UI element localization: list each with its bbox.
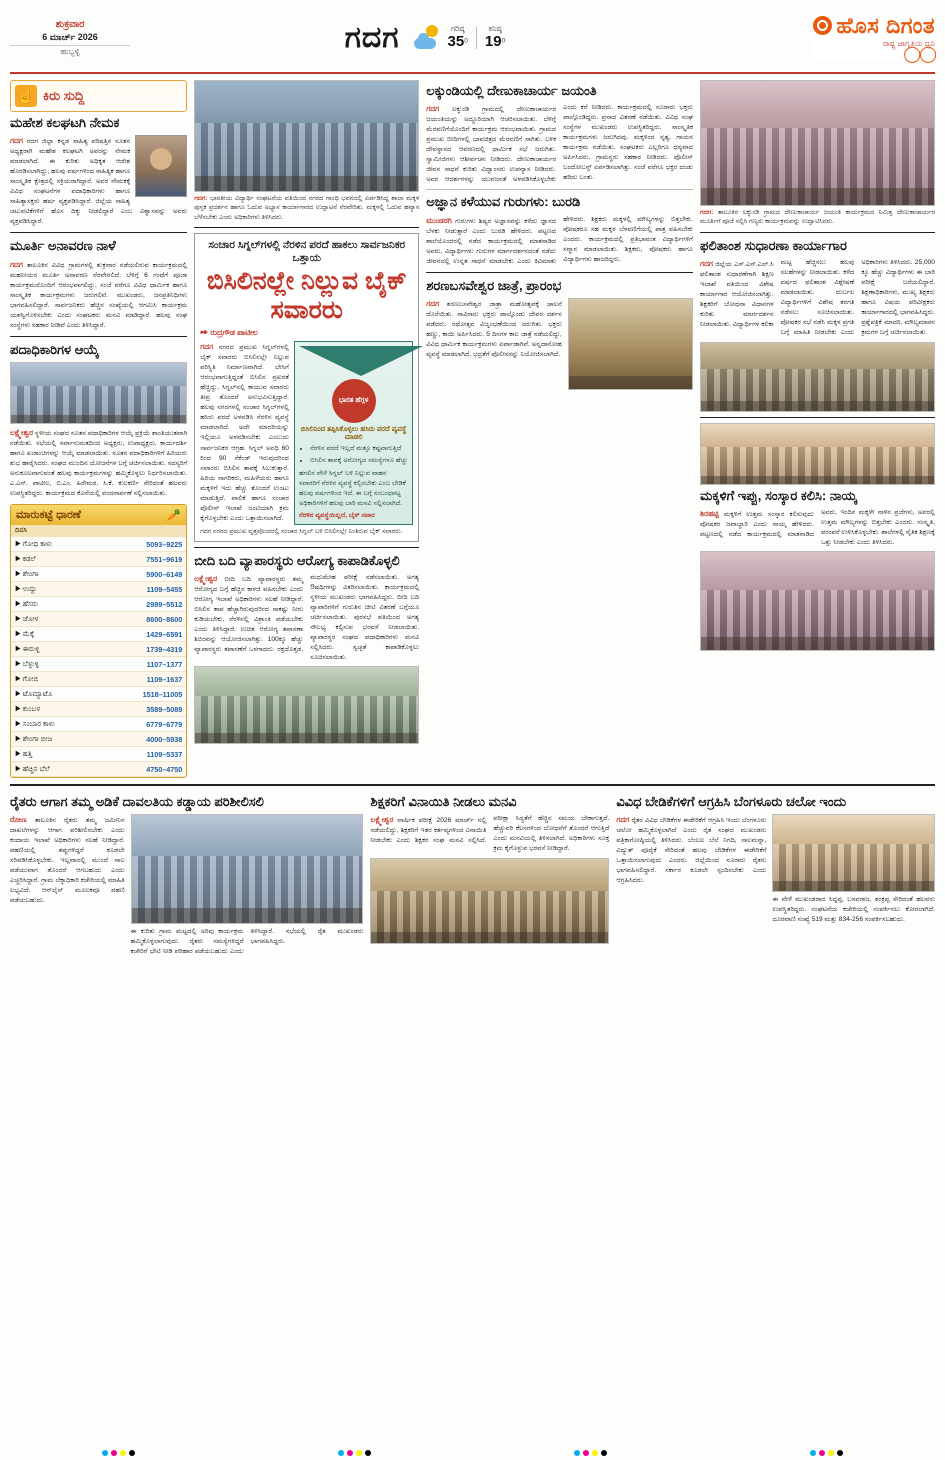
brand-tagline: ರಾಷ್ಟ್ರ ಜಾಗೃತಿಯ ಧ್ವನಿ xyxy=(882,38,935,48)
table-row xyxy=(11,582,186,597)
table-row xyxy=(11,702,186,717)
award-ceremony-photo-top xyxy=(700,423,935,485)
list-item: • ನೆರಳಿನ ಪರದೆ ಇಲ್ಲದೆ ಮತ್ತೂ ಕಷ್ಟವಾಗುತ್ತಿದೆ xyxy=(310,444,408,454)
story3-headline: ಪದಾಧಿಕಾರಿಗಳ ಆಯ್ಕೆ xyxy=(10,341,99,357)
committee-photo xyxy=(10,362,187,424)
market-rate: 7551–9619 xyxy=(99,552,186,567)
market-item: ▶ ಶೇಂಗಾ xyxy=(11,567,99,582)
function-photo-caption: ಗದಗ: ತಾಲೂಕಿನ ಲಕ್ಕುಂಡಿ ಗ್ರಾಮದ ದೇಣುಕಾಚಾರ್ಯ ಜಯಂತಿ ಕಾರ್ಯಕ್ರಮದ ನಿಮಿತ್ತ ದೇಣುಕಾಚಾರ್ಯರ ಮೂರ್ತಿಗೆ ಪೂಜೆ ಸಲ್ಲಿಸಿ ಗಣ್ಯರು ಕಾರ್ಯಕ್ರಮವನ್ನು ಉದ್ಘಾಟಿಸಿದರು. xyxy=(700,209,935,226)
table-row xyxy=(11,612,186,627)
edition-block xyxy=(130,21,720,55)
kiru-body: ಗದಗ ಗದಗ ಜಿಲ್ಲಾ ಕನ್ನಡ ಸಾಹಿತ್ಯ ಪರಿಷತ್ತಿನ ನೂತನ ಅಧ್ಯಕ್ಷರಾಗಿ ಮಹೇಶ ಕಲಘಟಗಿ ಅವರನ್ನು ನೇಮಕ ಮಾಡಲಾಗಿದೆ. ಈ ಕುರಿತು ಅಧಿಕೃತ ಆದೇಶ ಹೊರಡಿಸಲಾಗಿದ್ದು, ಹಲವು ವರ್ಷಗಳಿಂದ ಸಾಹಿತ್ಯಿಕ ಹಾಗೂ ಸಾಂಸ್ಕೃತಿಕ ಕ್ಷೇತ್ರದಲ್ಲಿ ಸಕ್ರಿಯರಾಗಿದ್ದಾರೆ. ಅವರ ನೇಮಕಕ್ಕೆ ವಿವಿಧ ಸಂಘಟನೆಗಳ ಪದಾಧಿಕಾರಿಗಳು ಹಾಗೂ ಸಾಹಿತ್ಯಾಸಕ್ತರು ಹರ್ಷ ವ್ಯಕ್ತಪಡಿಸಿದ್ದಾರೆ. ಜಿಲ್ಲೆಯ ಸಾಹಿತ್ಯ ಚಟುವಟಿಕೆಗಳಿಗೆ ಹೊಸ ದಿಕ್ಕು ನೀಡಲಿದ್ದಾರೆ ಎಂಬ ವಿಶ್ವಾಸವನ್ನು ಅವರು ವ್ಯಕ್ತಪಡಿಸಿದ್ದಾರೆ. xyxy=(10,136,188,226)
table-row xyxy=(11,567,186,582)
dotset-1 xyxy=(102,1450,135,1456)
market-item: ▶ ಶೇಂಗಾ ಬೀಜ xyxy=(11,732,99,747)
market-rate: 1107–1377 xyxy=(99,657,186,672)
weather-high xyxy=(448,25,468,50)
weather-high-value: 35 xyxy=(447,33,465,51)
market-item: ▶ ಈರುಳ್ಳಿ xyxy=(11,642,99,657)
dotset-4 xyxy=(810,1450,843,1456)
market-col-rate xyxy=(99,525,186,537)
weather-high-unit: 0 xyxy=(464,37,468,45)
bottom-left-headline: ರೈತರು ಆಗಾಗ ತಮ್ಮ ಅಡಿಕೆ ದಾವಲತಿಯ ಕಡ್ಡಾಯ ಪರಿಶೀಲಿಸಲಿ xyxy=(10,794,264,810)
market-rows xyxy=(11,537,186,777)
market-rate: 5900–6149 xyxy=(99,567,186,582)
day-label: ಶುಕ್ರವಾರ xyxy=(55,19,85,31)
function-stage-photo xyxy=(700,80,935,206)
bottom-right-block xyxy=(616,791,935,957)
divider xyxy=(700,417,935,418)
sun-cloud-icon xyxy=(414,25,440,51)
bottom-mid-body: ಲಕ್ಷ್ಮೇಶ್ವರ ವಾರ್ಷಿಕ ಪರೀಕ್ಷೆ 2026 ಮಾರ್ಚ್ ನಲ್ಲಿ ನಡೆಯಲಿದ್ದು, ಶಿಕ್ಷಕರಿಗೆ ಇತರ ಕರ್ತವ್ಯಗಳಿಂದ ವಿನಾಯಿತಿ ನೀಡಬೇಕು ಎಂದು ಶಿಕ್ಷಕರ ಸಂಘ ಮನವಿ ಸಲ್ಲಿಸಿದೆ. ಪರೀಕ್ಷಾ ಸಿದ್ಧತೆಗೆ ಹೆಚ್ಚಿನ ಸಮಯ ಬೇಕಾಗುತ್ತದೆ. ಹೆಚ್ಚುವರಿ ಕೆಲಸಗಳಿಂದ ಬೋಧನೆಗೆ ತೊಂದರೆ ಆಗುತ್ತಿದೆ ಎಂದು ಮನವಿಯಲ್ಲಿ ತಿಳಿಸಲಾಗಿದೆ. ಅಧಿಕಾರಿಗಳು ಸೂಕ್ತ ಕ್ರಮ ಕೈಗೊಳ್ಳುವ ಭರವಸೆ ನೀಡಿದ್ದಾರೆ. xyxy=(370,815,610,853)
divider xyxy=(10,232,187,233)
brand-name: ಹೊಸ ದಿಗಂತ xyxy=(836,12,935,38)
col4-story1-body: ಗದಗ ಜಿಲ್ಲೆಯ ಎಸ್.ಎಸ್.ಎಲ್.ಸಿ ಫಲಿತಾಂಶ ಸುಧಾರಣೆಗಾಗಿ ಶಿಕ್ಷಣ ಇಲಾಖೆ ವತಿಯಿಂದ ವಿಶೇಷ ಕಾರ್ಯಾಗಾರ ಆಯೋಜಿಸಲಾಗಿತ್ತು. ಶಿಕ್ಷಕರಿಗೆ ಬೋಧನಾ ವಿಧಾನಗಳ ಕುರಿತು ಮಾರ್ಗದರ್ಶನ ನೀಡಲಾಯಿತು. ವಿದ್ಯಾರ್ಥಿಗಳ ಕಲಿಕಾ ಮಟ್ಟ ಹೆಚ್ಚಿಸಲು ಹಲವು ಸಲಹೆಗಳನ್ನು ನೀಡಲಾಯಿತು. ಕಳೆದ ವರ್ಷದ ಫಲಿತಾಂಶ ವಿಶ್ಲೇಷಣೆ ಮಾಡಲಾಯಿತು. ದುರ್ಬಲ ವಿದ್ಯಾರ್ಥಿಗಳಿಗೆ ವಿಶೇಷ ತರಗತಿ ನಡೆಸಲು ಸೂಚಿಸಲಾಯಿತು. ಪೋಷಕರ ಸಭೆ ನಡೆಸಿ ಮಕ್ಕಳ ಪ್ರಗತಿ ಬಗ್ಗೆ ಮಾಹಿತಿ ನೀಡಬೇಕು ಎಂದು ಅಧಿಕಾರಿಗಳು ತಿಳಿಸಿದರು. 25,000 ಕ್ಕೂ ಹೆಚ್ಚು ವಿದ್ಯಾರ್ಥಿಗಳು ಈ ಬಾರಿ ಪರೀಕ್ಷೆ ಬರೆಯಲಿದ್ದಾರೆ. ಶಿಕ್ಷಣಾಧಿಕಾರಿಗಳು, ಮುಖ್ಯ ಶಿಕ್ಷಕರು ಹಾಗೂ ವಿಷಯ ಪರಿವೀಕ್ಷಕರು ಕಾರ್ಯಾಗಾರದಲ್ಲಿ ಭಾಗವಹಿಸಿದ್ದರು. ಪ್ರಶ್ನೆಪತ್ರಿಕೆ ಮಾದರಿ, ಮೌಲ್ಯಮಾಪನ ಕ್ರಮಗಳ ಬಗ್ಗೆ ಚರ್ಚಿಸಲಾಯಿತು. xyxy=(700,258,935,336)
market-rate: 4750–4750 xyxy=(99,762,186,777)
bottom-right-body: ಗದಗ ರೈತರ ವಿವಿಧ ಬೇಡಿಕೆಗಳ ಈಡೇರಿಕೆಗೆ ಆಗ್ರಹಿಸಿ ಇಂದು ಬೆಂಗಳೂರು ಚಲೋ ಹಮ್ಮಿಕೊಳ್ಳಲಾಗಿದೆ ಎಂದು ರೈತ ಸಂಘದ ಮುಖಂಡರು ಪತ್ರಿಕಾಗೋಷ್ಠಿಯಲ್ಲಿ ತಿಳಿಸಿದರು. ಬೆಂಬಲ ಬೆಲೆ ನಿಗದಿ, ಸಾಲಮನ್ನಾ, ವಿದ್ಯುತ್ ಪೂರೈಕೆ ಸೇರಿದಂತೆ ಹಲವು ಬೇಡಿಕೆಗಳ ಈಡೇರಿಕೆಗೆ ಒತ್ತಾಯಿಸಲಾಗುವುದು ಎಂದರು. ಜಿಲ್ಲೆಯಿಂದ ನೂರಾರು ರೈತರು ಭಾಗವಹಿಸಲಿದ್ದಾರೆ. ಸರ್ಕಾರ ಕೂಡಲೇ ಸ್ಪಂದಿಸಬೇಕು ಎಂದು ಆಗ್ರಹಿಸಿದರು. xyxy=(616,815,767,885)
award-ceremony-photo xyxy=(700,551,935,651)
registration-marks xyxy=(0,1450,945,1456)
main-grid xyxy=(10,80,935,778)
table-row xyxy=(11,642,186,657)
divider xyxy=(194,547,419,548)
book-expo-caption: ಗದಗ: ಭಾರತೀಯ ವಿದ್ಯಾರ್ಥಿ ಸಂಘಟನೆಯ ವತಿಯಿಂದ ನಗರದ ಗಾಂಧಿ ಭವನದಲ್ಲಿ ಏರ್ಪಡಿಸಿದ್ದ ಶಾಲಾ ಮಕ್ಕಳ ಪುಸ್ತಕ ಪ್ರದರ್ಶನ ಹಾಗೂ ಓದುವ ಅಭ್ಯಾಸ ಕಾರ್ಯಾಗಾರದ ಉದ್ಘಾಟನೆ ನೆರವೇರಿತು. ಮಕ್ಕಳಲ್ಲಿ ಓದುವ ಹವ್ಯಾಸ ಬೆಳೆಸಬೇಕು ಎಂದು ಅಧಿಕಾರಿಗಳು ತಿಳಿಸಿದರು. xyxy=(194,195,420,221)
bottom-right-body2: ಈ ವೇಳೆ ಮುಖಂಡರಾದ ಸಿದ್ದಪ್ಪ, ಬಸವರಾಜ, ಶಂಕ್ರಪ್ಪ ಸೇರಿದಂತೆ ಹಲವರು ಉಪಸ್ಥಿತರಿದ್ದರು. ಸಂಘಟನೆಯ ಕಚೇರಿಯಲ್ಲಿ ಸಂಪರ್ಕಿಸಲು ಕೋರಲಾಗಿದೆ. ದೂರವಾಣಿ ಸಂಖ್ಯೆ 519 ಮತ್ತು 834-256 ಸಂಪರ್ಕಿಸಬಹುದು. xyxy=(772,896,935,924)
weather-low xyxy=(485,25,505,50)
city-label: ಹುಬ್ಬಳ್ಳಿ xyxy=(10,45,130,57)
kiru-suddi-box xyxy=(10,80,187,112)
kiru-byline: ಗದಗ xyxy=(10,136,23,146)
table-row xyxy=(11,672,186,687)
market-item: ▶ ಜೋಳ xyxy=(11,612,99,627)
edition-title: ಗದಗ xyxy=(344,21,400,54)
market-rate: 1109–1637 xyxy=(99,672,186,687)
market-item: ▶ ಕುಂಬಳ xyxy=(11,702,99,717)
feature-infobox xyxy=(294,341,413,524)
market-rate: 1109–5337 xyxy=(99,747,186,762)
market-item: ▶ ಹತ್ತಿ xyxy=(11,747,99,762)
weather-low-label: ಕನಿಷ್ಠ xyxy=(488,24,502,34)
market-item: ▶ ಕಡಲೆ xyxy=(11,552,99,567)
bottom-right-headline: ವಿವಿಧ ಬೇಡಿಕೆಗಳಿಗೆ ಆಗ್ರಹಿಸಿ ಬೆಂಗಳೂರು ಚಲೋ ಇಂದು xyxy=(616,794,847,810)
temple-photo xyxy=(568,298,693,390)
market-rate: 1518–11005 xyxy=(99,687,186,702)
brand-badge: ಭಾರತ ಹೆಗ್ಗಳ xyxy=(332,379,376,423)
table-row xyxy=(11,597,186,612)
top-story-body: ಗದಗ ಲಕ್ಕುಂಡಿ ಗ್ರಾಮದಲ್ಲಿ ದೇಣುಕಾಚಾರ್ಯರ ಜಯಂತಿಯನ್ನು ಅದ್ಧೂರಿಯಾಗಿ ಆಚರಿಸಲಾಯಿತು. ಬೆಳಿಗ್ಗೆ ಮೆರವಣಿಗೆಯೊಂದಿಗೆ ಕಾರ್ಯಕ್ರಮ ಆರಂಭವಾಯಿತು. ಗ್ರಾಮದ ಪ್ರಮುಖ ಬೀದಿಗಳಲ್ಲಿ ಭಾವಚಿತ್ರದ ಮೆರವಣಿಗೆ ಸಾಗಿತು. ಬಳಿಕ ದೇವಸ್ಥಾನದ ಆವರಣದಲ್ಲಿ ಧಾರ್ಮಿಕ ಸಭೆ ಜರುಗಿತು. ಸ್ವಾಮೀಜಿಗಳು ಆಶೀರ್ವಚನ ನೀಡಿದರು. ದೇಣುಕಾಚಾರ್ಯರ ಜೀವನ ಸಾಧನೆ ಕುರಿತು ವಿದ್ವಾಂಸರು ಉಪನ್ಯಾಸ ನೀಡಿದರು. ಅವರ ಆದರ್ಶಗಳನ್ನು ಯುವಜನತೆ ಅಳವಡಿಸಿಕೊಳ್ಳಬೇಕು ಎಂದು ಕರೆ ನೀಡಿದರು. ಕಾರ್ಯಕ್ರಮದಲ್ಲಿ ನೂರಾರು ಭಕ್ತರು ಪಾಲ್ಗೊಂಡಿದ್ದರು. ಪ್ರಸಾದ ವಿತರಣೆ ನಡೆಯಿತು. ವಿವಿಧ ಸಂಘ ಸಂಸ್ಥೆಗಳ ಮುಖಂಡರು ಉಪಸ್ಥಿತರಿದ್ದರು. ಸಾಂಸ್ಕೃತಿಕ ಕಾರ್ಯಕ್ರಮಗಳು ಜರುಗಿದವು. ಮಕ್ಕಳಿಂದ ನೃತ್ಯ, ಗಾಯನ ಕಾರ್ಯಕ್ರಮ ನಡೆಯಿತು. ಸಂಘಟಕರು ಎಲ್ಲರಿಗೂ ಧನ್ಯವಾದ ಅರ್ಪಿಸಿದರು. ಗ್ರಾಮಸ್ಥರು ಸಹಕಾರ ನೀಡಿದರು. ಪೊಲೀಸ್ ಬಂದೋಬಸ್ತ್ ಏರ್ಪಡಿಸಲಾಗಿತ್ತು. ಸಂಜೆ ವರೆಗೂ ಭಕ್ತರ ದಂಡು ಹರಿದು ಬಂತು. xyxy=(426,104,694,184)
market-item: ▶ ಟೊಮ್ಯಾಟೊ xyxy=(11,687,99,702)
table-row xyxy=(11,747,186,762)
bottom-mid-headline: ಶಿಕ್ಷಕರಿಗೆ ವಿನಾಯಿತಿ ನೀಡಲು ಮನವಿ xyxy=(370,794,517,810)
divider xyxy=(10,336,187,337)
feature-headline: ಬಿಸಿಲಿನಲ್ಲೇ ನಿಲ್ಲುವ ಬೈಕ್ ಸವಾರರು xyxy=(206,266,407,324)
dotset-3 xyxy=(574,1450,607,1456)
divider xyxy=(426,189,693,190)
story2-body: ಗದಗ ತಾಲೂಕಿನ ವಿವಿಧ ಗ್ರಾಮಗಳಲ್ಲಿ ಶುಕ್ರವಾರ ನಡೆಯಲಿರುವ ಕಾರ್ಯಕ್ರಮದಲ್ಲಿ ಮಹನೀಯರ ಮೂರ್ತಿ ಅನಾವರಣ ನೆರವೇರಲಿದೆ. ಬೆಳಿಗ್ಗೆ 6 ಗಂಟೆಗೆ ಪೂಜಾ ಕಾರ್ಯಕ್ರಮದೊಂದಿಗೆ ಆರಂಭವಾಗಲಿದ್ದು, ಸಂಜೆ ವರೆಗೂ ವಿವಿಧ ಧಾರ್ಮಿಕ ಹಾಗೂ ಸಾಂಸ್ಕೃತಿಕ ಕಾರ್ಯಕ್ರಮಗಳು ಜರುಗಲಿವೆ. ಮುಖಂಡರು, ಜನಪ್ರತಿನಿಧಿಗಳು ಭಾಗವಹಿಸಲಿದ್ದಾರೆ. ಸಾರ್ವಜನಿಕರು ಹೆಚ್ಚಿನ ಸಂಖ್ಯೆಯಲ್ಲಿ ಆಗಮಿಸಿ ಕಾರ್ಯಕ್ರಮ ಯಶಸ್ವಿಗೊಳಿಸಬೇಕು ಎಂದು ಸಂಘಟಕರು ಮನವಿ ಮಾಡಿದ್ದಾರೆ. ಹಲವು ಸಂಘ ಸಂಸ್ಥೆಗಳು ಸಹಕಾರ ನೀಡಿವೆ ಎಂದು ತಿಳಿಸಿದ್ದಾರೆ. xyxy=(10,259,188,329)
market-header xyxy=(11,505,186,525)
table-row xyxy=(11,552,186,567)
divider xyxy=(194,227,419,228)
market-rate: 6779–6779 xyxy=(99,717,186,732)
col4-story2-headline: ಮಕ್ಕಳಿಗೆ ಇಪ್ಪು, ಸಂಸ್ಕಾರ ಕಲಿಸಿ: ನಾಯ್ಕ xyxy=(700,487,857,503)
feature-story xyxy=(194,233,419,542)
market-rate: 4000–5938 xyxy=(99,732,186,747)
story2-headline: ಮೂರ್ತಿ ಅನಾವರಣ ನಾಳೆ xyxy=(10,238,116,254)
infobox-note: ಹಗಲಿನ ವೇಳೆ ಸಿಗ್ನಲ್ ಬಳಿ ನಿಲ್ಲುವ ವಾಹನ ಸವಾರರಿಗೆ ನೆರಳಿನ ವ್ಯವಸ್ಥೆ ಕಲ್ಪಿಸಬೇಕು ಎಂಬ ಬೇಡಿಕೆ ಹಲವು ವರ್ಷಗಳಿಂದ ಇದೆ. ಈ ಬಗ್ಗೆ ಸಂಬಂಧಪಟ್ಟ ಅಧಿಕಾರಿಗಳಿಗೆ ಹಲವು ಬಾರಿ ಮನವಿ ಸಲ್ಲಿಸಲಾಗಿದೆ. xyxy=(298,470,407,507)
column-4 xyxy=(700,80,935,778)
book-expo-photo xyxy=(194,80,419,192)
table-row xyxy=(11,687,186,702)
vegetables-icon: 🥕 xyxy=(166,508,182,523)
market-item: ▶ ಉದ್ದು xyxy=(11,582,99,597)
bottom-story-headline: ಬೀದಿ ಬದಿ ವ್ಯಾಪಾರಸ್ಥರು ಆರೋಗ್ಯ ಕಾಪಾಡಿಕೊಳ್ಳಲಿ xyxy=(194,552,400,568)
column-1 xyxy=(10,80,187,778)
sun-ring-icon xyxy=(813,16,832,35)
bottom-left-body: ಗದಗ ಶರಣಬಸವೇಶ್ವರ ಜಾತ್ರಾ ಮಹೋತ್ಸವಕ್ಕೆ ಚಾಲನೆ ದೊರೆಯಿತು. ಸಾವಿರಾರು ಭಕ್ತರು ಪಾಲ್ಗೊಂಡು ದೇವರ ದರ್ಶನ ಪಡೆದರು. ರಥೋತ್ಸವ ವಿಜೃಂಭಣೆಯಿಂದ ಜರುಗಿತು. ಭಕ್ತರು ಹಣ್ಣು, ಕಾಯಿ ಅರ್ಪಿಸಿದರು. 5 ದಿನಗಳ ಕಾಲ ಜಾತ್ರೆ ನಡೆಯಲಿದ್ದು, ವಿವಿಧ ಧಾರ್ಮಿಕ ಕಾರ್ಯಕ್ರಮಗಳು ಏರ್ಪಾಡಾಗಿವೆ. ಅನ್ನದಾಸೋಹ ವ್ಯವಸ್ಥೆ ಮಾಡಲಾಗಿದೆ. ಭದ್ರತೆಗೆ ಪೊಲೀಸರನ್ನು ನಿಯೋಜಿಸಲಾಗಿದೆ. xyxy=(426,298,562,359)
health-camp-photo xyxy=(194,666,419,744)
feature-kicker: ಸಂಚಾರ ಸಿಗ್ನಲ್‌ಗಳಲ್ಲಿ ನೆರಳಿನ ಪರದೆ ಹಾಕಲು ಸಾರ್ವಜನಿಕರ ಒತ್ತಾಯ xyxy=(208,238,406,264)
date-label: 6 ಮಾರ್ಚ್ 2026 xyxy=(42,31,98,42)
press-meet-photo xyxy=(772,814,935,892)
market-item: ▶ ಗೋಧಿ ಕಾಳು xyxy=(11,537,99,552)
market-item: ▶ ಗೋಬಿ xyxy=(11,672,99,687)
market-item: ▶ ಸಂಬಾರ ಕಾಳು xyxy=(11,717,99,732)
bottom-mid-block xyxy=(370,791,609,957)
screen-shape xyxy=(299,346,423,376)
mid-story-headline: ಅಜ್ಞಾನ ಕಳೆಯುವ ಗುರುಗಳು: ಬುರಡಿ xyxy=(426,194,581,210)
table-row xyxy=(11,762,186,777)
market-item: ▶ ಬೆಳ್ಳುಳ್ಳಿ xyxy=(11,657,99,672)
weather-low-unit: 0 xyxy=(501,37,506,45)
market-rate: 2989–5512 xyxy=(99,597,186,612)
bottom-section xyxy=(10,784,935,957)
market-item: ▶ ಹೆಸರು xyxy=(11,597,99,612)
mid-story-body: ಮುಂಡರಗಿ ಗುರುಗಳು ಶಿಷ್ಯರ ಅಜ್ಞಾನವನ್ನು ಕಳೆದು ಜ್ಞಾನದ ಬೆಳಕು ನೀಡುತ್ತಾರೆ ಎಂದು ಬುರಡಿ ಹೇಳಿದರು. ಪಟ್ಟಣದ ಶಾಲೆಯೊಂದರಲ್ಲಿ ನಡೆದ ಕಾರ್ಯಕ್ರಮದಲ್ಲಿ ಮಾತನಾಡಿದ ಅವರು, ವಿದ್ಯಾರ್ಥಿಗಳು ಗುರುಗಳ ಮಾರ್ಗದರ್ಶನದಂತೆ ನಡೆದು ಜೀವನದಲ್ಲಿ ಉನ್ನತ ಸಾಧನೆ ಮಾಡಬೇಕು ಎಂದು ಕಿವಿಮಾತು ಹೇಳಿದರು. ಶಿಕ್ಷಕರು ಮಕ್ಕಳಲ್ಲಿ ಮೌಲ್ಯಗಳನ್ನು ಬಿತ್ತಬೇಕು. ಪೋಷಕರೂ ಸಹ ಮಕ್ಕಳ ಬೆಳವಣಿಗೆಯಲ್ಲಿ ಪಾತ್ರ ವಹಿಸಬೇಕು ಎಂದರು. ಕಾರ್ಯಕ್ರಮದಲ್ಲಿ ಪ್ರತಿಭಾವಂತ ವಿದ್ಯಾರ್ಥಿಗಳಿಗೆ ಸನ್ಮಾನ ಮಾಡಲಾಯಿತು. ಶಿಕ್ಷಕರು, ಪೋಷಕರು ಹಾಗೂ ವಿದ್ಯಾರ್ಥಿಗಳು ಹಾಜರಿದ್ದರು. xyxy=(426,215,694,265)
bottom-story-body: ಲಕ್ಷ್ಮೇಶ್ವರ ಬೀದಿ ಬದಿ ವ್ಯಾಪಾರಸ್ಥರು ತಮ್ಮ ಆರೋಗ್ಯದ ಬಗ್ಗೆ ಹೆಚ್ಚಿನ ಕಾಳಜಿ ವಹಿಸಬೇಕು ಎಂದು ಆರೋಗ್ಯ ಇಲಾಖೆ ಅಧಿಕಾರಿಗಳು ಸಲಹೆ ನೀಡಿದ್ದಾರೆ. ಬಿಸಿಲಿನ ತಾಪ ಹೆಚ್ಚಾಗಿರುವುದರಿಂದ ಸಾಕಷ್ಟು ನೀರು ಕುಡಿಯಬೇಕು, ನೆರಳಿನಲ್ಲಿ ವಿಶ್ರಾಂತಿ ಪಡೆಯಬೇಕು ಎಂದು ತಿಳಿಸಿದ್ದಾರೆ. ಉಚಿತ ಆರೋಗ್ಯ ತಪಾಸಣಾ ಶಿಬಿರವನ್ನು ಆಯೋಜಿಸಲಾಗಿತ್ತು. 100ಕ್ಕೂ ಹೆಚ್ಚು ವ್ಯಾಪಾರಸ್ಥರು ತಪಾಸಣೆಗೆ ಒಳಗಾದರು. ರಕ್ತದೊತ್ತಡ, ಮಧುಮೇಹ ಪರೀಕ್ಷೆ ನಡೆಸಲಾಯಿತು. ಅಗತ್ಯ ಔಷಧಿಗಳನ್ನು ವಿತರಿಸಲಾಯಿತು. ಕಾರ್ಯಕ್ರಮದಲ್ಲಿ ಸ್ಥಳೀಯ ಮುಖಂಡರು ಭಾಗವಹಿಸಿದ್ದರು. ಬೀದಿ ಬದಿ ವ್ಯಾಪಾರಿಗಳಿಗೆ ಗುರುತಿನ ಚೀಟಿ ವಿತರಣೆ ಬಗ್ಗೆಯೂ ಚರ್ಚಿಸಲಾಯಿತು. ಪುರಸಭೆ ವತಿಯಿಂದ ಅಗತ್ಯ ಸೌಲಭ್ಯ ಕಲ್ಪಿಸುವ ಭರವಸೆ ನೀಡಲಾಯಿತು. ವ್ಯಾಪಾರಸ್ಥರ ಸಂಘದ ಪದಾಧಿಕಾರಿಗಳು ಮನವಿ ಸಲ್ಲಿಸಿದರು. ಸ್ವಚ್ಛತೆ ಕಾಪಾಡಿಕೊಳ್ಳಲು ಸೂಚಿಸಲಾಯಿತು. xyxy=(194,574,420,662)
brand-rings-icon: ◯◯ xyxy=(903,45,935,63)
weather-divider xyxy=(476,27,477,49)
col4-story2-body: ಶಿರಹಟ್ಟಿ ಮಕ್ಕಳಿಗೆ ಉತ್ತಮ ಸಂಸ್ಕಾರ ಕಲಿಸುವುದು ಪೋಷಕರ ಜವಾಬ್ದಾರಿ ಎಂದು ನಾಯ್ಕ ಹೇಳಿದರು. ಪಟ್ಟಣದಲ್ಲಿ ನಡೆದ ಕಾರ್ಯಕ್ರಮದಲ್ಲಿ ಮಾತನಾಡಿದ ಅವರು, ಇಂದಿನ ಮಕ್ಕಳೇ ನಾಳಿನ ಪ್ರಜೆಗಳು, ಅವರಲ್ಲಿ ಉತ್ತಮ ಮೌಲ್ಯಗಳನ್ನು ಬಿತ್ತಬೇಕು ಎಂದರು. ಸಂಸ್ಕೃತಿ, ಪರಂಪರೆ ಉಳಿಸಿಕೊಳ್ಳಬೇಕು. ಶಾಲೆಗಳಲ್ಲಿ ನೈತಿಕ ಶಿಕ್ಷಣಕ್ಕೆ ಒತ್ತು ನೀಡಬೇಕು ಎಂದು ತಿಳಿಸಿದರು. xyxy=(700,509,935,547)
market-rate: 1739–4319 xyxy=(99,642,186,657)
workshop-felicitation-photo xyxy=(700,342,935,412)
column-3 xyxy=(426,80,693,778)
table-row xyxy=(11,717,186,732)
table-row xyxy=(11,537,186,552)
infobox-title: ಬಿಸಿಲಿನಿಂದ ತಪ್ಪಿಸಿಕೊಳ್ಳಲು ಹಸಿರು ಪರದೆ ವ್ಯವಸ್ಥೆ ಮಾಡಲಿ xyxy=(300,426,407,442)
market-rate: 1429–6591 xyxy=(99,627,186,642)
market-rate: 5093–9225 xyxy=(99,537,186,552)
portrait-photo xyxy=(135,135,187,197)
masthead xyxy=(10,8,935,74)
list-item: • ಬಿಸಿಲಿನ ತಾಪಕ್ಕೆ ಅರೋಗ್ಯದ ಸಮಸ್ಯೆಗಳೂ ಹೆಚ್ಚು xyxy=(310,456,408,466)
market-rate: 1109–5455 xyxy=(99,582,186,597)
brand-block xyxy=(720,13,935,64)
market-table xyxy=(11,525,186,777)
bottom-left-headline: ಶರಣಬಸವೇಶ್ವರ ಜಾತ್ರೆ, ಪ್ರಾರಂಭ xyxy=(426,277,562,293)
bottom-left-body2: ಈ ಕುರಿತು ಗ್ರಾಮ ಮಟ್ಟದಲ್ಲಿ ಅರಿವು ಕಾರ್ಯಕ್ರಮ ಹಮ್ಮಿಕೊಳ್ಳಲಾಗುವುದು. ರೈತರು ಸಮಸ್ಯೆಗಳಿದ್ದರೆ ಕಚೇರಿಗೆ ಭೇಟಿ ನೀಡಿ ಪರಿಹಾರ ಪಡೆಯಬಹುದು ಎಂದು ತಿಳಿಸಿದ್ದಾರೆ. ಸಭೆಯಲ್ಲಿ ರೈತ ಮುಖಂಡರು ಭಾಗವಹಿಸಿದ್ದರು. xyxy=(130,928,364,956)
infobox-legend: ನೆರಳಿನ ವ್ಯವಸ್ಥೆಯಿಲ್ಲದೆ, ಬೈಕ್ ಸವಾರ xyxy=(298,511,375,519)
feature-byline: ✒ ರುದ್ರಗೌಡ ಪಾಟೀಲ xyxy=(200,328,258,338)
bottom-left-body: ರೋಣ ತಾಲೂಕಿನ ರೈತರು ತಮ್ಮ ಜಮೀನಿನ ದಾಖಲೆಗಳನ್ನು ಆಗಾಗ ಪರಿಶೀಲಿಸಬೇಕು ಎಂದು ಕಂದಾಯ ಇಲಾಖೆ ಅಧಿಕಾರಿಗಳು ಸಲಹೆ ನೀಡಿದ್ದಾರೆ. ಪಹಣಿಯಲ್ಲಿ ತಪ್ಪುಗಳಿದ್ದರೆ ಕೂಡಲೇ ಸರಿಪಡಿಸಿಕೊಳ್ಳಬೇಕು. ಇಲ್ಲವಾದಲ್ಲಿ ಮುಂದೆ ಸಾಲ ಪಡೆಯುವಾಗ ತೊಂದರೆ ಆಗಬಹುದು ಎಂದು ಎಚ್ಚರಿಸಿದ್ದಾರೆ. ಗ್ರಾಮ ಲೆಕ್ಕಾಧಿಕಾರಿ ಕಚೇರಿಯಲ್ಲಿ ಮಾಹಿತಿ ಲಭ್ಯವಿದೆ. ಆನ್‌ಲೈನ್ ಮೂಲಕವೂ ಪಹಣಿ ಪಡೆಯಬಹುದು. xyxy=(10,815,125,905)
table-row xyxy=(11,657,186,672)
hand-point-icon xyxy=(15,85,37,107)
divider xyxy=(426,272,693,273)
market-item: ▶ ಮೆಕ್ಕೆ xyxy=(11,627,99,642)
brand xyxy=(813,12,935,63)
table-row xyxy=(11,627,186,642)
market-title: ಮಾರುಕಟ್ಟೆ ಧಾರಣೆ xyxy=(16,508,81,521)
market-item: ▶ ಹೆಚ್ಚಿನ ಬೆಲೆ xyxy=(11,762,99,777)
feature-body: ಗದಗ ನಗರದ ಪ್ರಮುಖ ಸಿಗ್ನಲ್‌ಗಳಲ್ಲಿ ಬೈಕ್ ಸವಾರರು ಬಿಸಿಲಿನಲ್ಲೇ ನಿಲ್ಲುವ ಪರಿಸ್ಥಿತಿ ನಿರ್ಮಾಣವಾಗಿದೆ. ಬೇಸಿಗೆ ಆರಂಭವಾಗುತ್ತಿದ್ದಂತೆ ಬಿಸಿಲಿನ ಪ್ರಖರತೆ ಹೆಚ್ಚಿದ್ದು, ಸಿಗ್ನಲ್‌ನಲ್ಲಿ ಕಾಯುವ ಸವಾರರು ತೀವ್ರ ತೊಂದರೆ ಅನುಭವಿಸುತ್ತಿದ್ದಾರೆ. ಹಲವು ನಗರಗಳಲ್ಲಿ ಸಂಚಾರ ಸಿಗ್ನಲ್‌ಗಳಲ್ಲಿ ಹಸಿರು ಪರದೆ ಅಳವಡಿಸಿ ನೆರಳಿನ ವ್ಯವಸ್ಥೆ ಮಾಡಲಾಗಿದೆ. ಅದೇ ಮಾದರಿಯನ್ನು ಇಲ್ಲಿಯೂ ಅಳವಡಿಸಬೇಕು ಎಂಬುದು ಸಾರ್ವಜನಿಕರ ಆಗ್ರಹ. ಸಿಗ್ನಲ್ ಅವಧಿ 60 ರಿಂದ 90 ಸೆಕೆಂಡ್ ಇರುವುದರಿಂದ ಸವಾರರು ಬಿಸಿಲಿನ ತಾಪಕ್ಕೆ ಸಿಲುಕುತ್ತಾರೆ. ಹಿರಿಯ ನಾಗರಿಕರು, ಮಹಿಳೆಯರು ಹಾಗೂ ಮಕ್ಕಳಿಗೆ ಇದು ಹೆಚ್ಚು ತೊಂದರೆ ಉಂಟು ಮಾಡುತ್ತಿದೆ. ಪಾಲಿಕೆ ಹಾಗೂ ಸಂಚಾರ ಪೊಲೀಸ್ ಇಲಾಖೆ ಜಂಟಿಯಾಗಿ ಕ್ರಮ ಕೈಗೊಳ್ಳಬೇಕು ಎಂದು ಒತ್ತಾಯಿಸಲಾಗಿದೆ. xyxy=(200,342,289,522)
kiru-title: ಕಿರು ಸುದ್ದಿ xyxy=(43,88,85,103)
col4-story1-headline: ಫಲಿತಾಂಶ ಸುಧಾರಣಾ ಕಾರ್ಯಾಗಾರ xyxy=(700,237,847,253)
date-block xyxy=(10,19,130,57)
dotset-2 xyxy=(338,1450,371,1456)
bottom-left-block xyxy=(10,791,363,957)
memorandum-submission-photo xyxy=(370,858,609,944)
meeting-hall-photo xyxy=(131,814,364,924)
market-col-item: ದಿನಸಿ xyxy=(11,525,99,537)
top-story-headline: ಲಕ್ಕುಂಡಿಯಲ್ಲಿ ದೇಣುಕಾಚಾರ್ಯ ಜಯಂತಿ xyxy=(426,83,597,98)
divider xyxy=(700,232,935,233)
infobox-points xyxy=(299,444,408,466)
column-2 xyxy=(194,80,419,778)
feature-caption: ಗದಗ ನಗರದ ಪ್ರಮುಖ ವೃತ್ತವೊಂದರಲ್ಲಿ ಸಂಚಾರ ಸಿಗ್ನಲ್ ಬಳಿ ಬಿಸಿಲಿನಲ್ಲೇ ನಿಂತಿರುವ ಬೈಕ್ ಸವಾರರು. xyxy=(200,527,403,535)
kiru-header xyxy=(15,85,182,107)
table-row xyxy=(11,732,186,747)
story3-body: ಲಕ್ಷ್ಮೇಶ್ವರ ಸ್ಥಳೀಯ ಸಂಘದ ನೂತನ ಪದಾಧಿಕಾರಿಗಳ ಆಯ್ಕೆ ಪ್ರಕ್ರಿಯೆ ಶಾಂತಿಯುತವಾಗಿ ನಡೆಯಿತು. ಸಭೆಯಲ್ಲಿ ಸರ್ವಾನುಮತದಿಂದ ಅಧ್ಯಕ್ಷರು, ಉಪಾಧ್ಯಕ್ಷರು, ಕಾರ್ಯದರ್ಶಿ ಹಾಗೂ ಖಜಾಂಚಿಗಳನ್ನು ಆಯ್ಕೆ ಮಾಡಲಾಯಿತು. ನೂತನ ಪದಾಧಿಕಾರಿಗಳಿಗೆ ಹಿರಿಯರು ಶುಭ ಹಾರೈಸಿದರು. ಸಂಘದ ಮುಂದಿನ ಯೋಜನೆಗಳ ಬಗ್ಗೆ ಚರ್ಚಿಸಲಾಯಿತು. ಸದಸ್ಯರಿಗೆ ಅನುಕೂಲವಾಗುವಂತೆ ಹಲವು ಕಾರ್ಯಕ್ರಮಗಳನ್ನು ಹಮ್ಮಿಕೊಳ್ಳಲು ನಿರ್ಧರಿಸಲಾಯಿತು. ಎ.ಎಸ್. ಪಾಟೀಲ, ಬಿ.ಎಂ. ಹಿರೇಮಠ, ಸಿ.ಕೆ. ಕುಲಕರ್ಣಿ ಸೇರಿದಂತೆ ಹಲವರು ಉಪಸ್ಥಿತರಿದ್ದರು. ಕಾರ್ಯಕ್ರಮದ ಕೊನೆಯಲ್ಲಿ ವಂದನಾರ್ಪಣೆ ಸಲ್ಲಿಸಲಾಯಿತು. xyxy=(10,428,188,498)
weather-widget xyxy=(414,25,506,51)
weather-high-label: ಗರಿಷ್ಠ xyxy=(450,24,465,34)
market-rate: 8600–8600 xyxy=(99,612,186,627)
market-rate: 3589–5089 xyxy=(99,702,186,717)
market-rates-box xyxy=(10,504,187,778)
kiru-headline: ಮಹೇಶ ಕಲಘಟಗಿ ನೇಮಕ xyxy=(10,115,120,130)
weather-low-value: 19 xyxy=(484,33,502,51)
